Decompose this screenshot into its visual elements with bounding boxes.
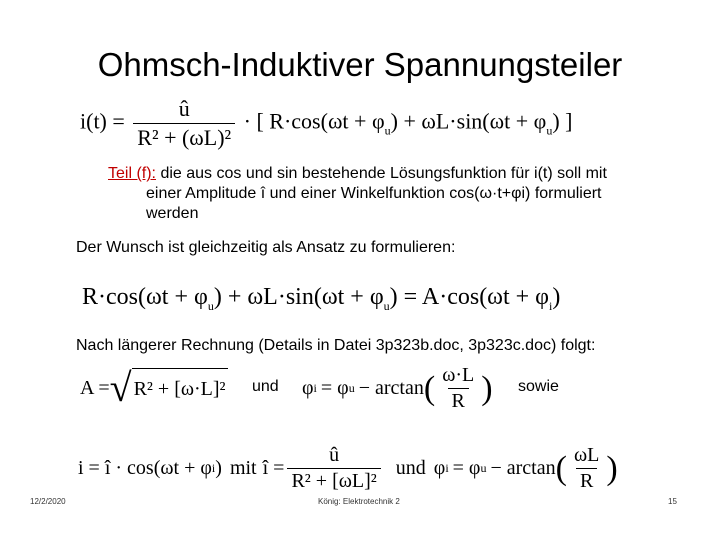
eq2-part1-sub: u <box>207 299 214 313</box>
eq3-frac-den: R <box>448 388 469 413</box>
eq3-fraction <box>438 364 478 413</box>
eq1-rhs2-sub: u <box>546 123 553 138</box>
eq1-rhs2: ) + ωL·sin(ωt + φ <box>390 108 547 134</box>
eq3-phi-mid: = φ <box>320 377 349 399</box>
footer-center: König: Elektrotechnik 2 <box>318 497 400 506</box>
sowie-label: sowie <box>518 378 559 395</box>
eq3-phi-sub: i <box>313 381 317 395</box>
teil-f-text: die aus cos und sin bestehende Lösungsfunktion für i(t) soll mit <box>160 165 607 182</box>
eq4-lhs: i = î · cos(ωt + φ <box>78 457 212 479</box>
eq4-phi-mid: = φ <box>452 457 481 479</box>
eq3-sqrt <box>109 365 228 410</box>
eq2-part3-sub: i <box>549 299 553 313</box>
wunsch-text: Der Wunsch ist gleichzeitig als Ansatz zu formulieren: <box>76 239 456 256</box>
rechnung-text: Nach längerer Rechnung (Details in Datei 3p323b.doc, 3p323c.doc) folgt: <box>76 337 596 354</box>
eq1-lhs: i(t) = <box>80 108 125 134</box>
eq4-mit: mit <box>229 457 257 479</box>
eq1-rhs: · [ R·cos(ωt + φ <box>243 108 385 134</box>
eq4-phi-mid-sub: u <box>480 461 487 475</box>
eq1-fraction <box>133 96 235 151</box>
paren-left-icon: ( <box>423 369 436 407</box>
eq4-arctan-fraction <box>570 444 603 493</box>
paren-right-icon: ) <box>481 369 493 407</box>
eq4-den: R² + [ωL]² <box>287 468 380 493</box>
teil-f-label: Teil (f): <box>108 165 156 182</box>
equation-phase <box>302 364 493 413</box>
teil-f-paragraph <box>108 164 688 224</box>
eq2-part1: R·cos(ωt + φ <box>82 284 208 310</box>
eq3-arctan: − arctan <box>358 377 424 399</box>
eq2-part3: ) = A·cos(ωt + φ <box>389 284 550 310</box>
footer-page: 15 <box>668 497 677 506</box>
slide-title: Ohmsch-Induktiver Spannungsteiler <box>97 46 623 83</box>
eq4-frac-den: R <box>576 468 597 493</box>
eq2-part4: ) <box>552 284 561 310</box>
eq4-lhs-end: ) <box>215 457 222 479</box>
eq4-ihat: î = <box>262 457 285 479</box>
teil-f-line3: werden <box>146 205 199 222</box>
equation-solution <box>78 444 618 493</box>
eq1-den: R² + (ωL)² <box>133 123 235 151</box>
eq4-phi-sub: i <box>445 461 449 475</box>
eq4-phi: φ <box>433 457 446 479</box>
eq4-lhs-sub: i <box>211 461 216 475</box>
paren-right-icon: ) <box>606 449 618 487</box>
sqrt-icon: √ <box>109 365 132 410</box>
footer-date: 12/2/2020 <box>30 497 66 506</box>
eq2-part2-sub: u <box>383 299 390 313</box>
und-label-1: und <box>252 378 279 395</box>
eq4-num: û <box>329 444 340 466</box>
eq1-rhs-end: ) ] <box>552 108 573 134</box>
eq4-und: und <box>395 457 426 479</box>
eq3-a-lhs: A = <box>80 376 110 399</box>
equation-amplitude <box>80 365 228 410</box>
eq3-phi: φ <box>302 377 314 399</box>
eq4-frac-num: ωL <box>573 444 600 466</box>
eq2-part2: ) + ωL·sin(ωt + φ <box>213 284 384 310</box>
eq3-frac-num: ω·L <box>442 364 475 386</box>
eq4-fraction <box>287 444 380 493</box>
paren-left-icon: ( <box>555 449 567 487</box>
eq1-rhs-sub: u <box>384 123 391 138</box>
eq4-arctan: − arctan <box>490 457 556 479</box>
eq3-a-arg: R² + [ω·L]² <box>132 368 228 408</box>
equation-ansatz <box>82 284 560 314</box>
eq3-phi-mid-sub: u <box>348 381 355 395</box>
eq1-num: û <box>178 96 190 121</box>
equation-current-sum <box>80 96 573 151</box>
teil-f-line2: einer Amplitude î und einer Winkelfunktion cos(ω·t+φi) formuliert <box>146 185 602 202</box>
